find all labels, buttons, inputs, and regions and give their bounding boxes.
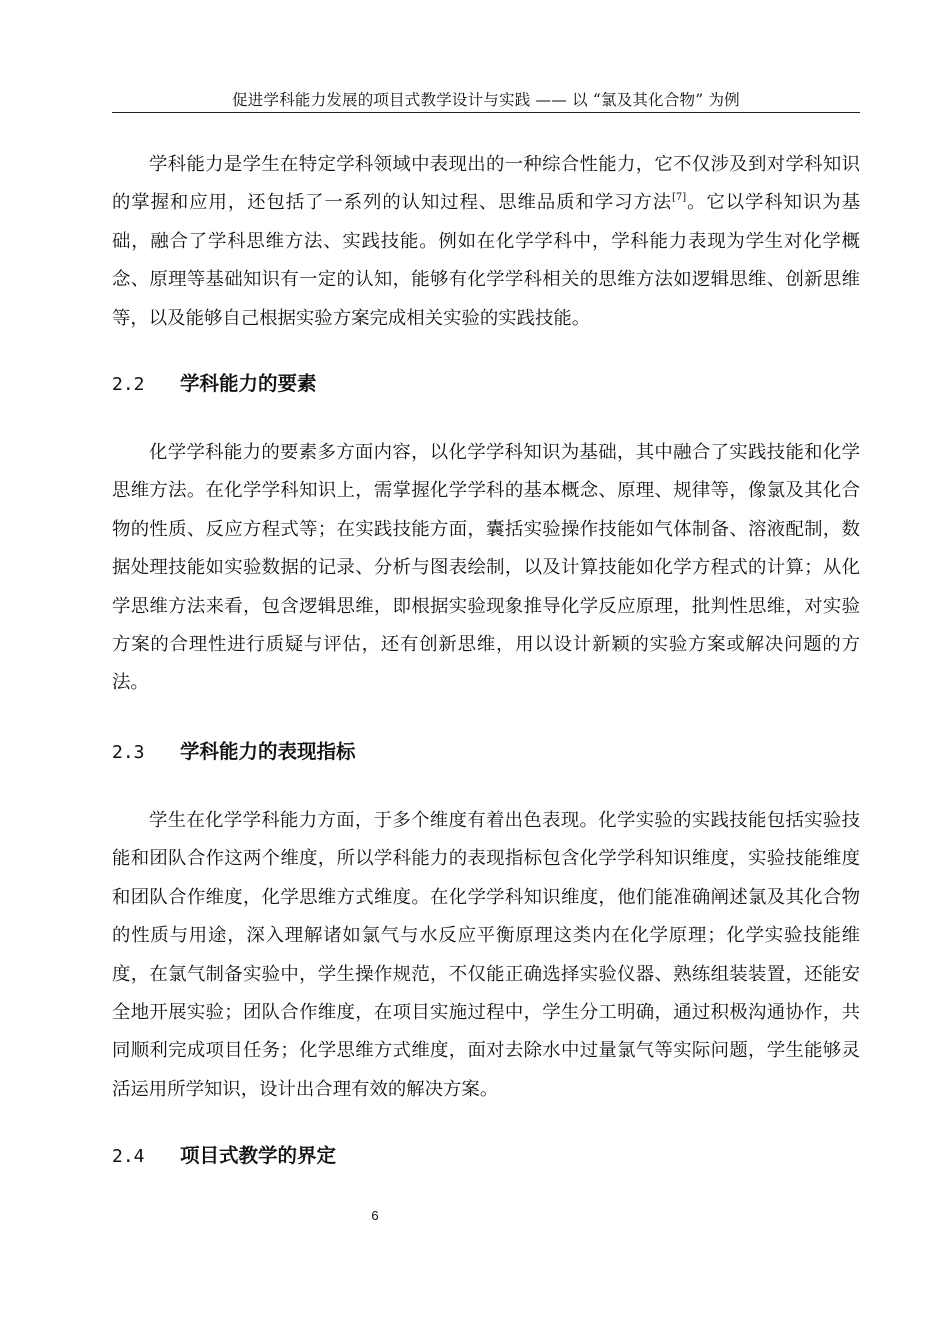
- section-2-2-paragraph: 化学学科能力的要素多方面内容，以化学学科知识为基础，其中融合了实践技能和化学思维方法。在化学学科知识上，需掌握化学学科的基本概念、原理、规律等，像氯及其化合物的性质、反应方程式等；在实践技能方面，囊括实验操作技能如气体制备、溶液配制，数据处理技能如实验数据的记录、分析与图表绘制，以及计算技能如化学方程式的计算；从化学思维方法来看，包含逻辑思维，即根据实验现象推导化学反应原理，批判性思维，对实验方案的合理性进行质疑与评估，还有创新思维，用以设计新颖的实验方案或解决问题的方法。: [112, 442, 860, 694]
- section-heading-2-3: [112, 736, 860, 766]
- section-number: 2.2: [112, 374, 145, 395]
- section-title: 项目式教学的界定: [180, 1144, 337, 1167]
- section-number: 2.4: [112, 1146, 145, 1167]
- section-heading-2-4: [112, 1140, 860, 1170]
- intro-text-after-citation: 。它以学科知识为基础，融合了学科思维方法、实践技能。例如在化学学科中，学科能力表现为学生对化学概念、原理等基础知识有一定的认知，能够有化学学科相关的思维方法如逻辑思维、创新思维等，以及能够自己根据实验方案完成相关实验的实践技能。: [112, 192, 860, 329]
- section-title: 学科能力的表现指标: [180, 740, 356, 763]
- citation-reference: [7]: [672, 192, 687, 204]
- header-divider: [112, 112, 860, 113]
- intro-paragraph: [112, 146, 860, 338]
- intro-text-before-citation: 学科能力是学生在特定学科领域中表现出的一种综合性能力，它不仅涉及到对学科知识的掌握和应用，还包括了一系列的认知过程、思维品质和学习方法: [112, 154, 860, 214]
- section-number: 2.3: [112, 742, 145, 763]
- section-2-3-paragraph: 学生在化学学科能力方面，于多个维度有着出色表现。化学实验的实践技能包括实验技能和团队合作这两个维度，所以学科能力的表现指标包含化学学科知识维度，实验技能维度和团队合作维度，化学思维方式维度。在化学学科知识维度，他们能准确阐述氯及其化合物的性质与用途，深入理解诸如氯气与水反应平衡原理这类内在化学原理；化学实验技能维度，在氯气制备实验中，学生操作规范，不仅能正确选择实验仪器、熟练组装装置，还能安全地开展实验；团队合作维度，在项目实施过程中，学生分工明确，通过积极沟通协作，共同顺利完成项目任务；化学思维方式维度，面对去除水中过量氯气等实际问题，学生能够灵活运用所学知识，设计出合理有效的解决方案。: [112, 810, 860, 1100]
- section-heading-2-2: [112, 368, 860, 398]
- section-title: 学科能力的要素: [180, 372, 317, 395]
- page-number: 6: [371, 1208, 379, 1223]
- running-header: 促进学科能力发展的项目式教学设计与实践 —— 以 “氯及其化合物” 为例: [232, 91, 740, 109]
